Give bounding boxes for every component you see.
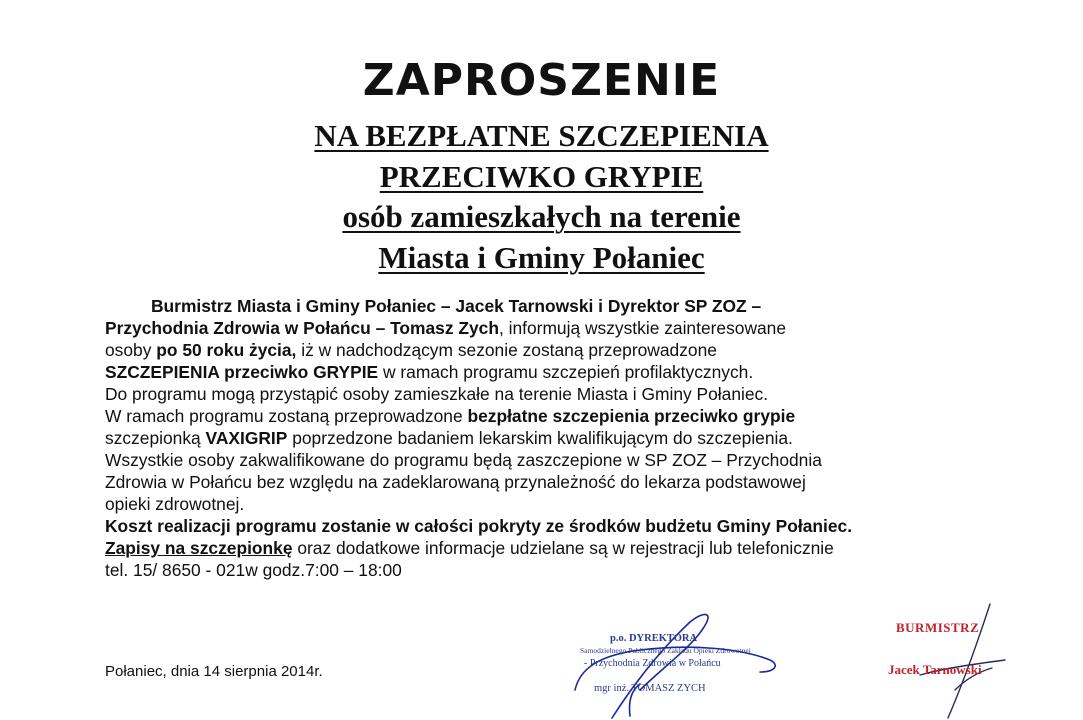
subtitle-line-1: NA BEZPŁATNE SZCZEPIENIA <box>314 118 769 153</box>
body-line-8: Wszystkie osoby zakwalifikowane do programu będą zaszczepione w SP ZOZ – Przychodnia <box>105 450 822 470</box>
body-line-3-bold: po 50 roku życia, <box>156 340 297 360</box>
body-line-4-text: w ramach programu szczepień profilaktycznych. <box>378 362 754 382</box>
director-stamp-line-1: p.o. DYREKTORA <box>610 633 698 644</box>
date-line: Połaniec, dnia 14 sierpnia 2014r. <box>105 663 323 680</box>
body-line-9: Zdrowia w Połańcu bez względu na zadeklarowaną przynależność do lekarza podstawowej <box>105 472 806 492</box>
body-line-12-text: oraz dodatkowe informacje udzielane są w rejestracji lub telefonicznie <box>292 538 834 558</box>
director-stamp-line-3: - Przychodnia Zdrowia w Połańcu <box>584 658 721 669</box>
body-line-3 <box>105 339 1035 361</box>
body-line-6 <box>105 405 1035 427</box>
body-line-13-phone: tel. 15/ 8650 - 021w godz.7:00 – 18:00 <box>105 560 402 580</box>
body-line-1-bold: Burmistrz Miasta i Gminy Połaniec – Jacek Tarnowski i Dyrektor SP ZOZ – <box>151 296 762 316</box>
subtitle-line-2: PRZECIWKO GRYPIE <box>379 159 704 194</box>
mayor-stamp-title: BURMISTRZ <box>896 620 980 635</box>
subtitle-line-4: Miasta i Gminy Połaniec <box>378 240 705 275</box>
body-line-2 <box>105 317 1035 339</box>
page-title: ZAPROSZENIE <box>362 55 721 106</box>
body-line-5: Do programu mogą przystąpić osoby zamieszkałe na terenie Miasta i Gminy Połaniec. <box>105 384 769 404</box>
body-line-4 <box>105 361 1035 383</box>
director-stamp-line-2: Samodzielnego Publicznego Zakładu Opieki Zdrowotnej <box>580 646 751 655</box>
body-line-12 <box>105 537 1035 559</box>
body-line-7-text-b: poprzedzone badaniem lekarskim kwalifikującym do szczepienia. <box>287 428 793 448</box>
body-line-12-bold-underlined: Zapisy na szczepionkę <box>105 538 293 558</box>
body-line-6-bold: bezpłatne szczepienia przeciwko grypie <box>467 406 796 426</box>
body-line-11-bold: Koszt realizacji programu zostanie w całości pokryty ze środków budżetu Gminy Połaniec. <box>105 516 853 536</box>
body-line-11 <box>105 515 1035 537</box>
director-stamp-line-4: mgr inż. TOMASZ ZYCH <box>594 683 706 694</box>
body-line-2-text: , informują wszystkie zainteresowane <box>498 318 787 338</box>
body-line-7-text-a: szczepionką <box>105 428 206 448</box>
body-line-10: opieki zdrowotnej. <box>105 494 245 514</box>
mayor-stamp-name: Jacek Tarnowski <box>888 662 982 677</box>
subtitle-line-3: osób zamieszkałych na terenie <box>342 199 741 234</box>
body-line-3-text-a: osoby <box>105 340 157 360</box>
body-line-3-text-b: iż w nadchodzącym sezonie zostaną przeprowadzone <box>296 340 717 360</box>
body-line-1 <box>105 295 1035 317</box>
body-line-6-text: W ramach programu zostaną przeprowadzone <box>105 406 468 426</box>
body-line-4-bold: SZCZEPIENIA przeciwko GRYPIE <box>105 362 379 382</box>
body-line-2-bold: Przychodnia Zdrowia w Połańcu – Tomasz Zych <box>105 318 499 338</box>
body-line-7 <box>105 427 1035 449</box>
body-paragraph <box>105 295 1035 581</box>
body-line-7-bold: VAXIGRIP <box>205 428 288 448</box>
